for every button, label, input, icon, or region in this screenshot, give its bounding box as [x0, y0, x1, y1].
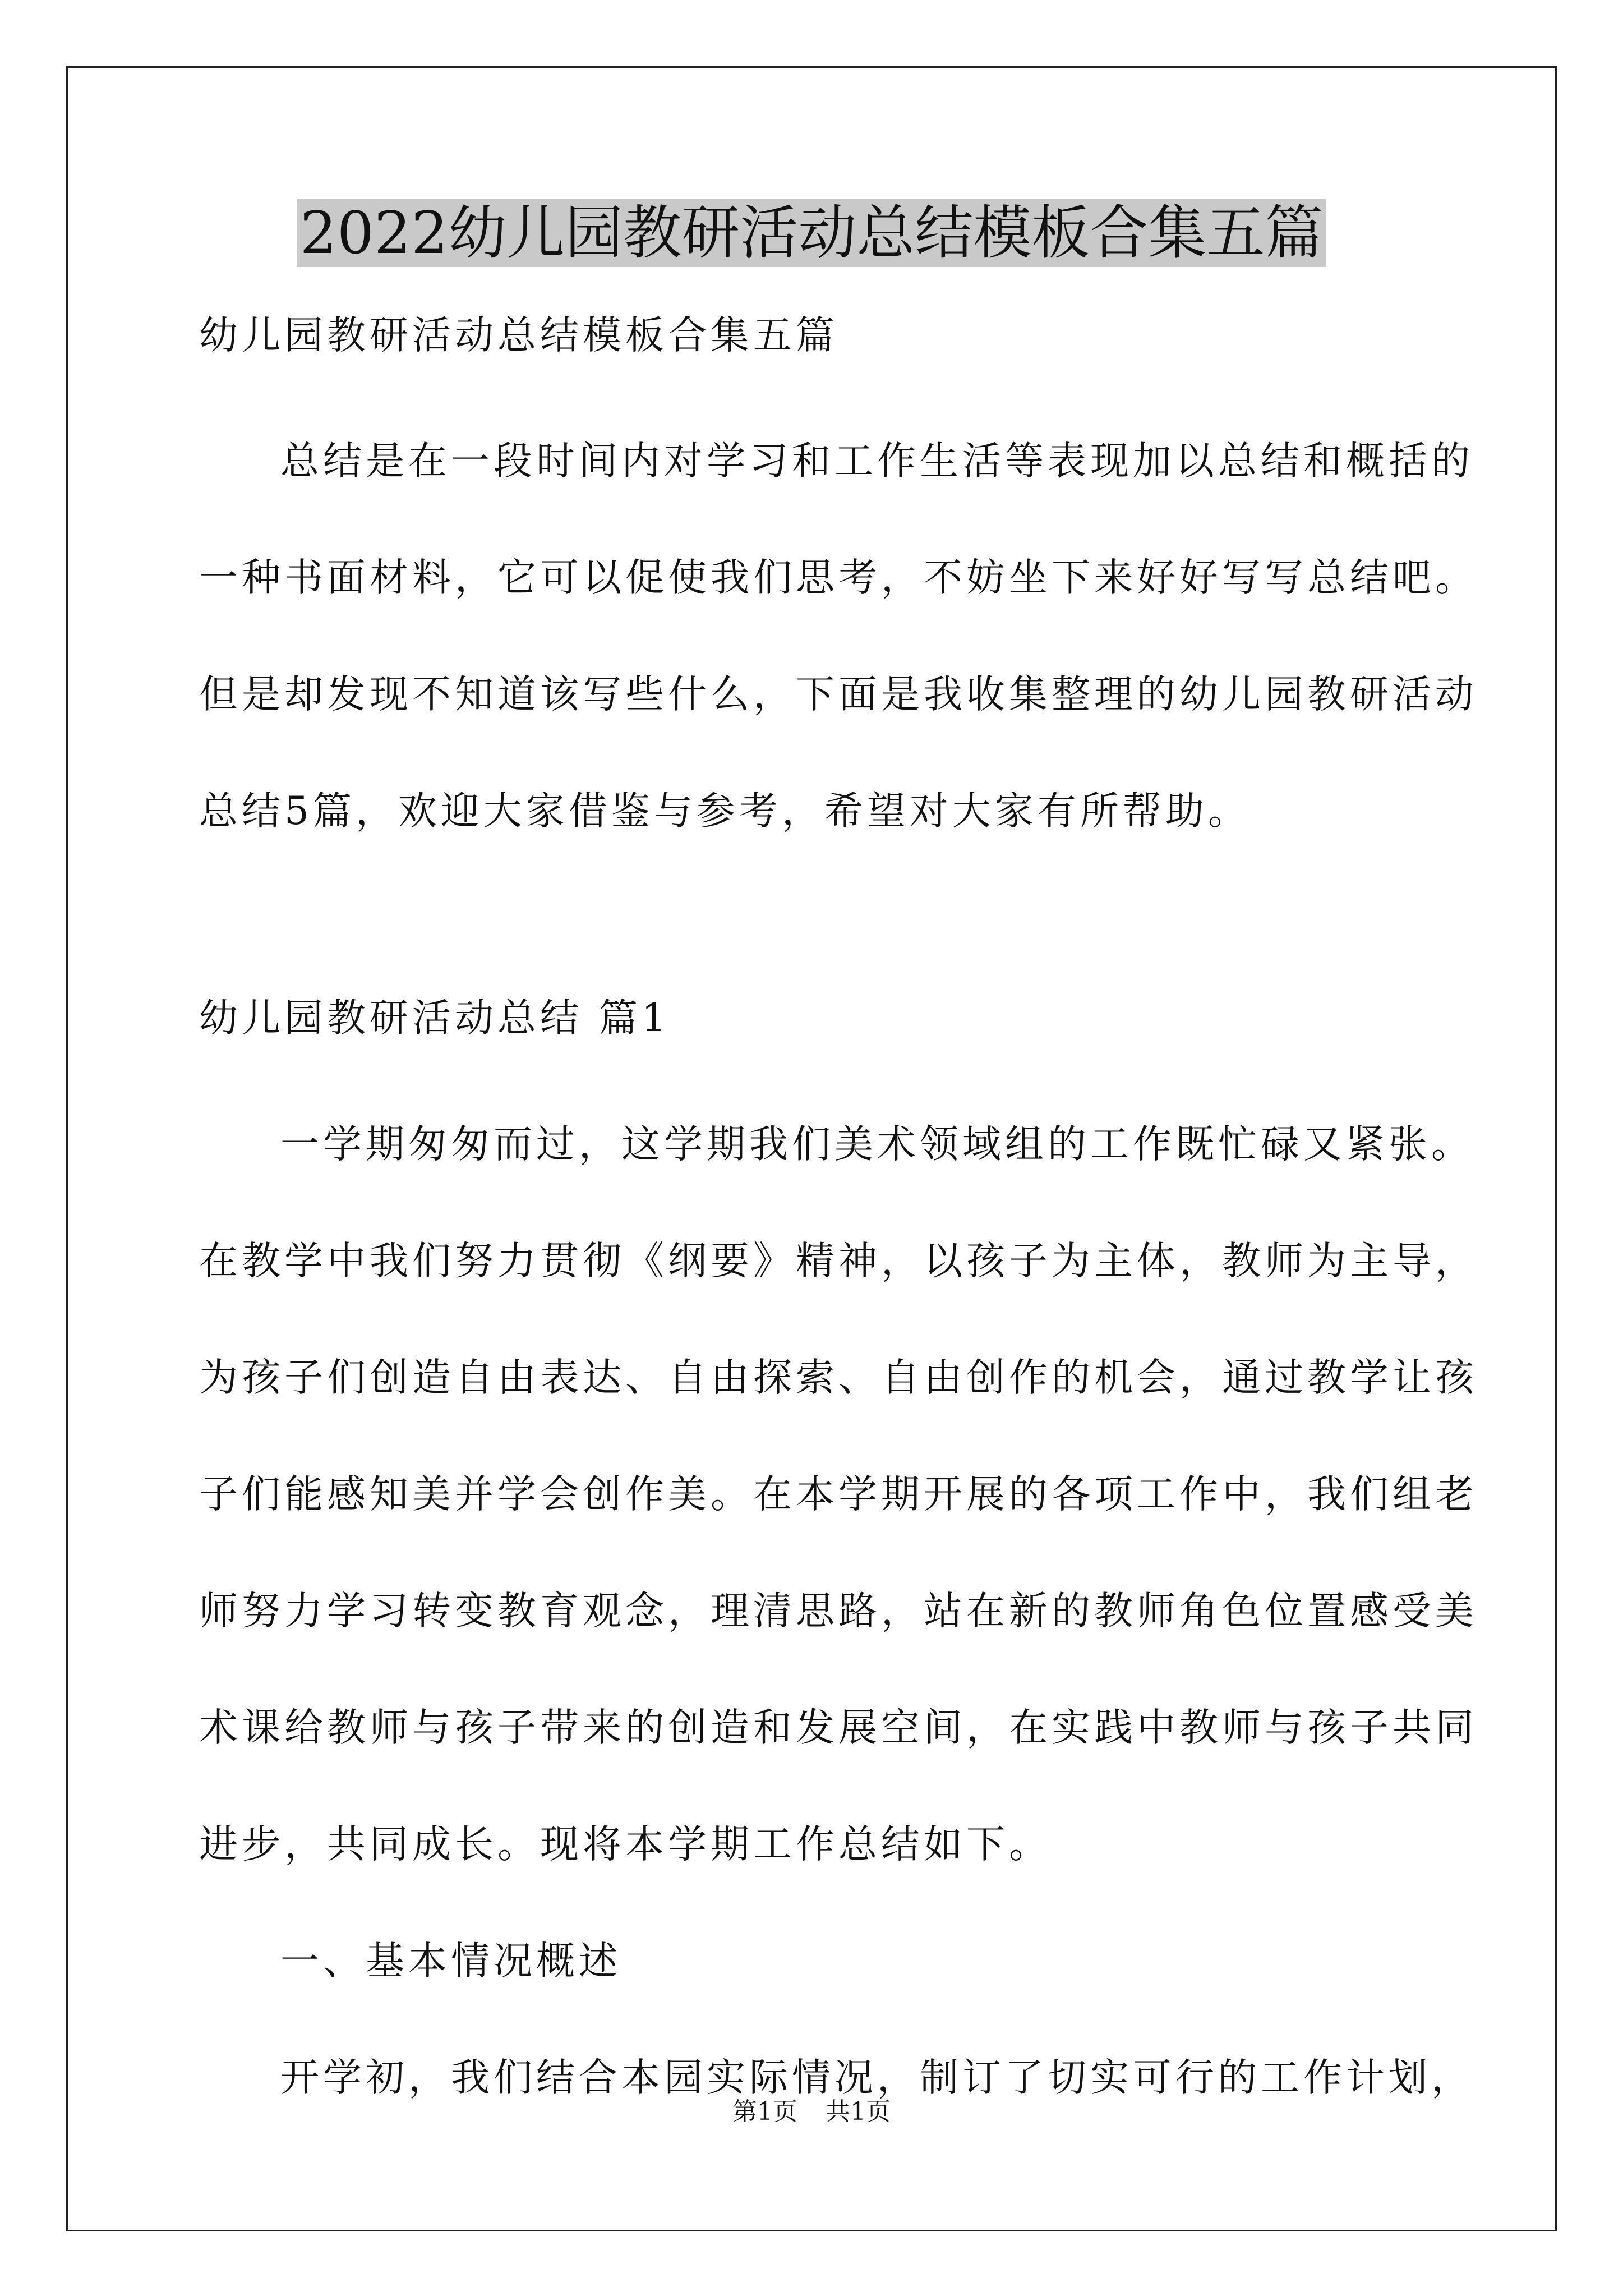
intro-line-1: 总结是在一段时间内对学习和工作生活等表现加以总结和概括的 [280, 439, 1474, 484]
body-line-3: 为孩子们创造自由表达、自由探索、自由创作的机会，通过教学让孩 [199, 1355, 1478, 1400]
document-title-text: 2022幼儿园教研活动总结模板合集五篇 [297, 199, 1327, 267]
body-last-line: 开学初，我们结合本园实际情况，制订了切实可行的工作计划， [280, 2055, 1474, 2100]
body-line-7: 进步，共同成长。现将本学期工作总结如下。 [199, 1822, 1052, 1867]
body-line-5: 师努力学习转变教育观念，理清思路，站在新的教师角色位置感受美 [199, 1589, 1478, 1634]
subheading: 一、基本情况概述 [280, 1939, 621, 1984]
document-title [0, 194, 1623, 272]
section-heading: 幼儿园教研活动总结 篇1 [199, 996, 670, 1041]
page-number-total: 共1页 [826, 2097, 891, 2126]
page-footer [0, 2095, 1623, 2129]
body-line-2: 在教学中我们努力贯彻《纲要》精神，以孩子为主体，教师为主导， [199, 1239, 1478, 1283]
intro-line-3: 但是却发现不知道该写些什么，下面是我收集整理的幼儿园教研活动 [199, 672, 1478, 717]
page-number-current: 第1页 [732, 2097, 797, 2126]
document-subtitle: 幼儿园教研活动总结模板合集五篇 [199, 313, 838, 358]
body-line-4: 子们能感知美并学会创作美。在本学期开展的各项工作中，我们组老 [199, 1472, 1478, 1517]
body-line-6: 术课给教师与孩子带来的创造和发展空间，在实践中教师与孩子共同 [199, 1705, 1478, 1750]
intro-line-4: 总结5篇，欢迎大家借鉴与参考，希望对大家有所帮助。 [199, 789, 1251, 834]
intro-line-2: 一种书面材料，它可以促使我们思考，不妨坐下来好好写写总结吧。 [199, 555, 1478, 600]
body-line-1: 一学期匆匆而过，这学期我们美术领域组的工作既忙碌又紧张。 [280, 1122, 1474, 1167]
